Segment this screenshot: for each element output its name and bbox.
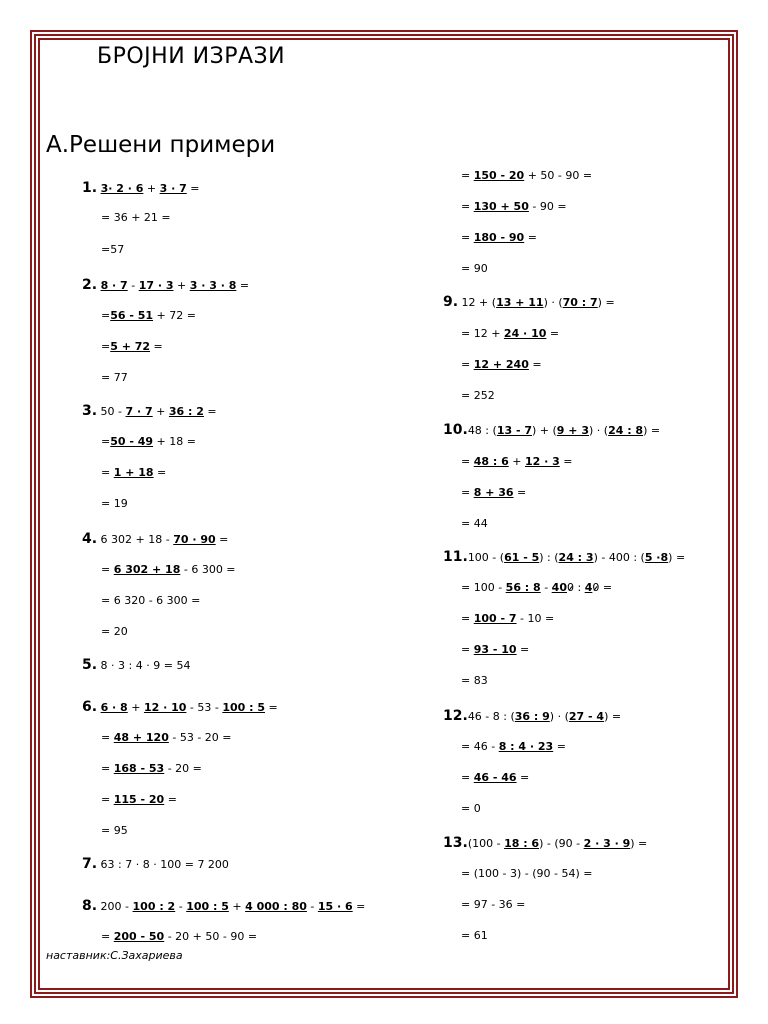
- expression-text: = 6 320 - 6 300 =: [101, 594, 201, 607]
- expression-line: [82, 278, 249, 293]
- expression-text: =: [101, 793, 114, 806]
- expression-line: [101, 243, 124, 257]
- underlined-step: 93 - 10: [473, 643, 517, 656]
- expression-line: [461, 612, 554, 626]
- expression-text: = 19: [101, 497, 128, 510]
- section-heading: А.Решени примери: [46, 132, 276, 158]
- expression-text: = 20: [101, 625, 128, 638]
- expression-text: =: [461, 231, 474, 244]
- expression-text: =: [101, 762, 114, 775]
- expression-text: - 10 =: [516, 612, 555, 625]
- expression-text: =: [101, 930, 114, 943]
- expression-text: =: [524, 231, 537, 244]
- expression-text: =: [461, 455, 474, 468]
- expression-text: =: [150, 340, 163, 353]
- expression-text: =: [461, 358, 474, 371]
- expression-text: =: [461, 612, 474, 625]
- expression-text: =: [101, 731, 114, 744]
- expression-text: = 95: [101, 824, 128, 837]
- expression-text: 50 -: [97, 405, 126, 418]
- problem-number: 3.: [82, 403, 98, 419]
- expression-text: 8 · 3 : 4 · 9 = 54: [97, 659, 191, 672]
- expression-text: ) =: [630, 837, 648, 850]
- expression-line: [101, 793, 177, 807]
- expression-text: 63 : 7 · 8 · 100 = 7 200: [97, 858, 229, 871]
- problem-number: 1.: [82, 180, 98, 196]
- expression-line: [461, 517, 488, 531]
- expression-line: [461, 802, 481, 816]
- underlined-step: 100 - 7: [473, 612, 517, 625]
- expression-text: (100 -: [467, 837, 505, 850]
- underlined-step: 3 · 7: [159, 182, 187, 195]
- expression-text: ) - 400 : (: [593, 551, 645, 564]
- expression-line: [443, 836, 647, 851]
- expression-line: [461, 327, 559, 341]
- expression-line: [101, 930, 257, 944]
- expression-text: ) · (: [549, 710, 569, 723]
- expression-line: [461, 643, 529, 657]
- underlined-step: 18 : 6: [504, 837, 540, 850]
- expression-text: ) : (: [539, 551, 559, 564]
- expression-text: 46 - 8 : (: [467, 710, 515, 723]
- expression-line: [461, 200, 567, 214]
- underlined-step: 48 + 120: [113, 731, 169, 744]
- underlined-step: 100 : 5: [222, 701, 265, 714]
- expression-text: ) + (: [532, 424, 557, 437]
- expression-line: [443, 295, 615, 310]
- underlined-step: 17 · 3: [138, 279, 174, 292]
- underlined-step: 56 - 51: [110, 309, 154, 322]
- underlined-step: 5 ·8: [644, 551, 669, 564]
- problem-number: 12.: [443, 708, 468, 724]
- underlined-step: 46 - 46: [473, 771, 517, 784]
- expression-text: - 20 + 50 - 90 =: [164, 930, 258, 943]
- underlined-step: 12 + 240: [473, 358, 529, 371]
- underlined-step: 15 · 6: [317, 900, 353, 913]
- expression-text: =: [461, 771, 474, 784]
- problem-number: 10.: [443, 422, 468, 438]
- problem-number: 13.: [443, 835, 468, 851]
- problem-number: 9.: [443, 294, 459, 310]
- underlined-step: 8 · 7: [100, 279, 128, 292]
- underlined-step: 180 - 90: [473, 231, 525, 244]
- underlined-step: 168 - 53: [113, 762, 165, 775]
- expression-text: ) · (: [543, 296, 563, 309]
- expression-text: + 50 - 90 =: [524, 169, 593, 182]
- expression-line: [101, 435, 196, 449]
- underlined-step: 13 - 7: [496, 424, 532, 437]
- underlined-step: 36 : 2: [168, 405, 204, 418]
- expression-text: =: [546, 327, 560, 340]
- expression-line: [101, 211, 171, 225]
- underlined-step: 40: [551, 581, 567, 594]
- expression-line: [461, 674, 488, 688]
- expression-line: [101, 340, 163, 354]
- underlined-step: 4: [584, 581, 593, 594]
- underlined-step: 70 · 90: [173, 533, 216, 546]
- underlined-step: 100 : 5: [186, 900, 229, 913]
- expression-text: - 20 =: [164, 762, 202, 775]
- expression-text: =: [461, 486, 474, 499]
- expression-line: [443, 550, 685, 565]
- expression-line: [461, 740, 566, 754]
- underlined-step: 24 : 8: [608, 424, 644, 437]
- expression-text: = 97 - 36 =: [461, 898, 526, 911]
- underlined-step: 24 : 3: [558, 551, 594, 564]
- underlined-step: 9 + 3: [556, 424, 589, 437]
- underlined-step: 115 - 20: [113, 793, 165, 806]
- expression-text: =: [101, 466, 114, 479]
- underlined-step: 50 - 49: [110, 435, 154, 448]
- expression-text: =: [101, 435, 111, 448]
- expression-text: =: [528, 358, 542, 371]
- underlined-step: 200 - 50: [113, 930, 165, 943]
- underlined-step: 3· 2 · 6: [100, 182, 144, 195]
- expression-text: =: [461, 643, 474, 656]
- expression-text: :: [573, 581, 585, 594]
- expression-text: =: [101, 563, 114, 576]
- expression-line: [101, 762, 202, 776]
- expression-text: + 72 =: [153, 309, 196, 322]
- expression-text: ) =: [604, 710, 622, 723]
- underlined-step: 61 - 5: [504, 551, 540, 564]
- page-title: БРОЈНИ ИЗРАЗИ: [97, 44, 286, 69]
- problem-number: 11.: [443, 549, 468, 565]
- problem-number: 8.: [82, 898, 98, 914]
- underlined-step: 8 : 4 · 23: [498, 740, 554, 753]
- expression-text: = 0: [461, 802, 481, 815]
- expression-line: [82, 181, 199, 196]
- expression-text: = 44: [461, 517, 488, 530]
- expression-text: ) - (90 -: [539, 837, 584, 850]
- underlined-step: 150 - 20: [473, 169, 525, 182]
- expression-line: [443, 423, 660, 438]
- expression-text: 6 302 + 18 -: [97, 533, 174, 546]
- expression-line: [461, 898, 525, 912]
- expression-text: =: [265, 701, 278, 714]
- expression-line: [461, 771, 529, 785]
- expression-text: =: [461, 200, 474, 213]
- expression-text: +: [152, 405, 169, 418]
- underlined-step: 2 · 3 · 9: [583, 837, 631, 850]
- problem-number: 2.: [82, 277, 98, 293]
- expression-text: = 100 -: [461, 581, 506, 594]
- expression-text: =: [599, 581, 613, 594]
- expression-line: [101, 466, 166, 480]
- expression-line: [461, 262, 488, 276]
- expression-text: +: [143, 182, 160, 195]
- expression-line: [461, 486, 526, 500]
- expression-line: [101, 563, 236, 577]
- expression-text: ) =: [643, 424, 661, 437]
- expression-line: [82, 700, 278, 715]
- expression-line: [101, 594, 200, 608]
- expression-text: =: [164, 793, 177, 806]
- expression-line: [461, 455, 573, 469]
- underlined-step: 13 + 11: [496, 296, 544, 309]
- expression-text: =: [352, 900, 366, 913]
- expression-text: =: [461, 169, 474, 182]
- expression-text: =: [215, 533, 229, 546]
- problem-number: 4.: [82, 531, 98, 547]
- expression-text: = 12 +: [461, 327, 504, 340]
- expression-text: =: [559, 455, 573, 468]
- expression-line: [82, 899, 365, 914]
- expression-line: [82, 404, 217, 419]
- expression-text: =: [516, 643, 530, 656]
- expression-text: = 61: [461, 929, 488, 942]
- expression-line: [101, 497, 128, 511]
- expression-line: [101, 309, 196, 323]
- expression-text: =: [516, 771, 530, 784]
- expression-text: =: [186, 182, 200, 195]
- underlined-step: 70 : 7: [562, 296, 598, 309]
- underlined-step: 6 302 + 18: [113, 563, 181, 576]
- expression-line: [82, 658, 190, 673]
- expression-text: = 90: [461, 262, 488, 275]
- teacher-credit: наставник:С.Захариева: [46, 949, 183, 962]
- expression-text: +: [127, 701, 144, 714]
- expression-text: +: [508, 455, 525, 468]
- expression-text: =: [101, 340, 111, 353]
- expression-text: ) =: [597, 296, 615, 309]
- expression-text: +: [228, 900, 246, 913]
- underlined-step: 3 · 3 · 8: [189, 279, 237, 292]
- expression-text: +: [173, 279, 190, 292]
- expression-line: [461, 581, 612, 595]
- expression-text: = 83: [461, 674, 488, 687]
- expression-text: =: [153, 466, 167, 479]
- expression-line: [461, 929, 488, 943]
- underlined-step: 24 · 10: [503, 327, 547, 340]
- underlined-step: 5 + 72: [110, 340, 151, 353]
- underlined-step: 6 · 8: [100, 701, 128, 714]
- expression-text: ) · (: [588, 424, 609, 437]
- underlined-step: 12 · 10: [143, 701, 187, 714]
- underlined-step: 1 + 18: [113, 466, 154, 479]
- expression-text: 100 - (: [467, 551, 505, 564]
- expression-text: =: [101, 309, 111, 322]
- problem-number: 5.: [82, 657, 98, 673]
- expression-line: [461, 169, 592, 183]
- expression-text: + 18 =: [153, 435, 196, 448]
- expression-text: =: [203, 405, 217, 418]
- expression-text: -: [175, 900, 187, 913]
- expression-line: [101, 371, 128, 385]
- expression-line: [82, 532, 228, 547]
- expression-text: ) =: [668, 551, 686, 564]
- expression-text: - 53 - 20 =: [168, 731, 232, 744]
- underlined-step: 4 000 : 80: [245, 900, 307, 913]
- problem-number: 7.: [82, 856, 98, 872]
- expression-line: [82, 857, 229, 872]
- expression-line: [461, 389, 495, 403]
- expression-text: - 90 =: [528, 200, 567, 213]
- expression-text: =: [236, 279, 250, 292]
- expression-text: 200 -: [97, 900, 133, 913]
- expression-text: = 36 + 21 =: [101, 211, 171, 224]
- expression-line: [101, 824, 128, 838]
- underlined-step: 36 : 9: [514, 710, 550, 723]
- expression-text: 48 : (: [467, 424, 497, 437]
- expression-text: = 252: [461, 389, 495, 402]
- crossed-zero: 0: [592, 581, 600, 594]
- expression-text: = 77: [101, 371, 128, 384]
- expression-line: [461, 358, 542, 372]
- expression-text: -: [540, 581, 552, 594]
- expression-line: [461, 867, 592, 881]
- underlined-step: 130 + 50: [473, 200, 529, 213]
- expression-text: =: [553, 740, 566, 753]
- underlined-step: 56 : 8: [505, 581, 541, 594]
- expression-text: =57: [101, 243, 125, 256]
- expression-text: = 46 -: [461, 740, 499, 753]
- expression-text: - 53 -: [186, 701, 223, 714]
- expression-text: = (100 - 3) - (90 - 54) =: [461, 867, 593, 880]
- underlined-step: 48 : 6: [473, 455, 509, 468]
- expression-line: [101, 625, 128, 639]
- expression-line: [443, 709, 621, 724]
- underlined-step: 27 - 4: [568, 710, 605, 723]
- underlined-step: 8 + 36: [473, 486, 514, 499]
- problem-number: 6.: [82, 699, 98, 715]
- expression-text: =: [513, 486, 527, 499]
- expression-line: [461, 231, 537, 245]
- expression-text: - 6 300 =: [180, 563, 236, 576]
- expression-text: 12 + (: [458, 296, 497, 309]
- expression-line: [101, 731, 232, 745]
- underlined-step: 100 : 2: [132, 900, 176, 913]
- crossed-zero: 0: [566, 581, 574, 594]
- expression-text: -: [127, 279, 139, 292]
- expression-text: -: [306, 900, 318, 913]
- underlined-step: 12 · 3: [524, 455, 560, 468]
- underlined-step: 7 · 7: [125, 405, 153, 418]
